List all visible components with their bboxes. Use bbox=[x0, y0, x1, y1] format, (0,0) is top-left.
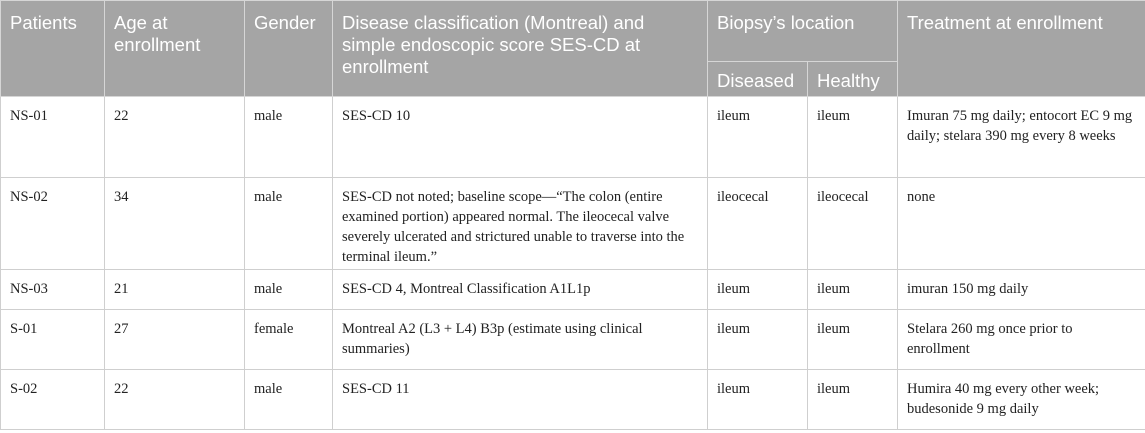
cell-patient: NS-02 bbox=[1, 178, 105, 270]
cell-gender: male bbox=[245, 370, 333, 430]
cell-biopsy-healthy: ileum bbox=[808, 270, 898, 310]
cell-age: 22 bbox=[105, 370, 245, 430]
cell-disease: SES-CD not noted; baseline scope—“The colon (entire examined portion) appeared normal. The ileocecal valve severely ulcerated and strictured unable to traverse into the terminal ileum.” bbox=[333, 178, 708, 270]
table-row bbox=[1, 97, 1145, 178]
cell-treatment: Imuran 75 mg daily; entocort EC 9 mg daily; stelara 390 mg every 8 weeks bbox=[898, 97, 1145, 178]
table-row bbox=[1, 370, 1145, 430]
cell-treatment: Stelara 260 mg once prior to enrollment bbox=[898, 310, 1145, 370]
header-biopsy-healthy: Healthy bbox=[808, 61, 898, 96]
cell-biopsy-diseased: ileocecal bbox=[708, 178, 808, 270]
cell-age: 27 bbox=[105, 310, 245, 370]
cell-patient: S-01 bbox=[1, 310, 105, 370]
header-disease-classification: Disease classification (Montreal) and simple endoscopic score SES-CD at enrollment bbox=[333, 1, 708, 97]
cell-disease: SES-CD 4, Montreal Classification A1L1p bbox=[333, 270, 708, 310]
cell-gender: male bbox=[245, 97, 333, 178]
cell-biopsy-healthy: ileum bbox=[808, 310, 898, 370]
cell-treatment: Humira 40 mg every other week; budesonide 9 mg daily bbox=[898, 370, 1145, 430]
table-body bbox=[1, 97, 1145, 430]
table-header bbox=[1, 1, 1145, 97]
cell-biopsy-healthy: ileocecal bbox=[808, 178, 898, 270]
cell-gender: male bbox=[245, 270, 333, 310]
cell-disease: Montreal A2 (L3 + L4) B3p (estimate using clinical summaries) bbox=[333, 310, 708, 370]
header-row bbox=[1, 1, 1145, 62]
header-gender: Gender bbox=[245, 1, 333, 97]
cell-age: 22 bbox=[105, 97, 245, 178]
header-treatment: Treatment at enrollment bbox=[898, 1, 1145, 97]
table-row bbox=[1, 178, 1145, 270]
cell-biopsy-diseased: ileum bbox=[708, 310, 808, 370]
header-patients: Patients bbox=[1, 1, 105, 97]
cell-gender: male bbox=[245, 178, 333, 270]
cell-patient: NS-03 bbox=[1, 270, 105, 310]
cell-patient: S-02 bbox=[1, 370, 105, 430]
cell-biopsy-diseased: ileum bbox=[708, 97, 808, 178]
table-row bbox=[1, 310, 1145, 370]
cell-gender: female bbox=[245, 310, 333, 370]
cell-treatment: imuran 150 mg daily bbox=[898, 270, 1145, 310]
cell-biopsy-healthy: ileum bbox=[808, 97, 898, 178]
cell-biopsy-diseased: ileum bbox=[708, 370, 808, 430]
cell-patient: NS-01 bbox=[1, 97, 105, 178]
cell-age: 34 bbox=[105, 178, 245, 270]
cell-biopsy-diseased: ileum bbox=[708, 270, 808, 310]
header-biopsy-location: Biopsy’s location bbox=[708, 1, 898, 62]
cell-disease: SES-CD 11 bbox=[333, 370, 708, 430]
cell-age: 21 bbox=[105, 270, 245, 310]
header-age: Age at enrollment bbox=[105, 1, 245, 97]
cell-disease: SES-CD 10 bbox=[333, 97, 708, 178]
cell-biopsy-healthy: ileum bbox=[808, 370, 898, 430]
table-row bbox=[1, 270, 1145, 310]
header-biopsy-diseased: Diseased bbox=[708, 61, 808, 96]
cell-treatment: none bbox=[898, 178, 1145, 270]
